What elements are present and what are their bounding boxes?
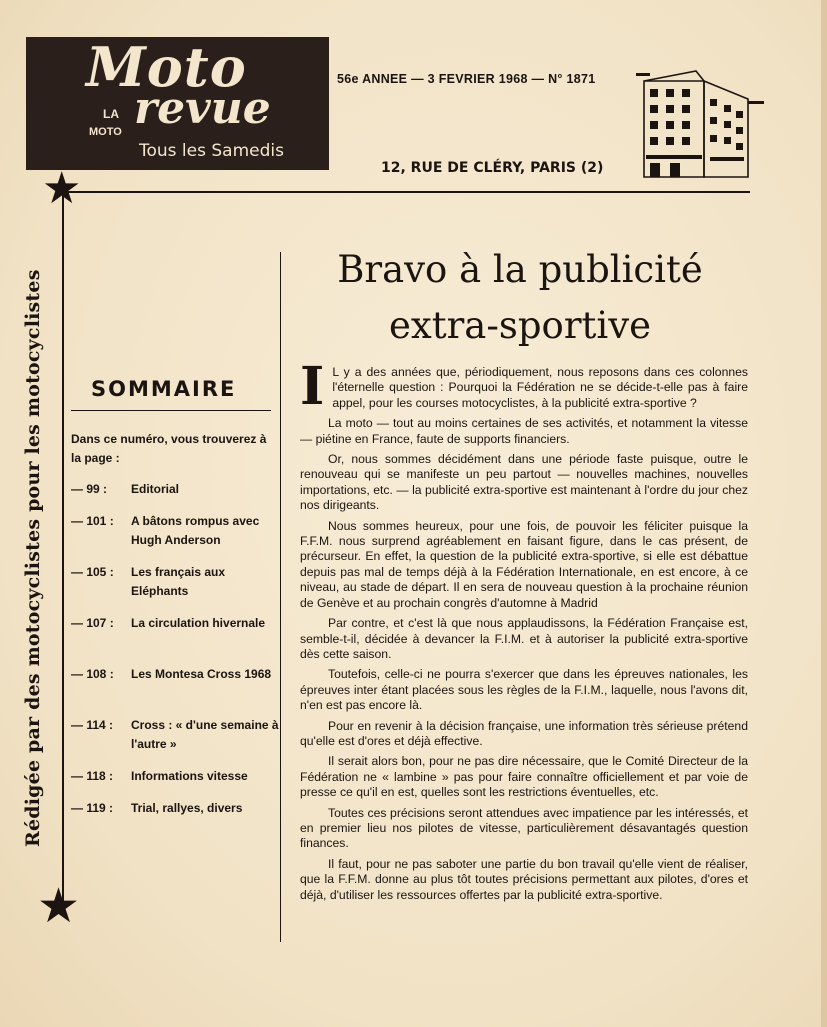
toc-page: — 114 : <box>71 718 114 732</box>
toc-item[interactable] <box>71 799 276 818</box>
margin-rule <box>62 191 64 909</box>
page-edge <box>821 0 827 1027</box>
toc-title: Les français aux Eléphants <box>131 565 226 598</box>
article-paragraph: La moto — tout au moins certaines de ses activités, et notamment la vitesse — piétine en France, faute de supports financiers. <box>300 416 748 446</box>
sommaire-rule <box>71 410 271 411</box>
toc-title: A bâtons rompus avec Hugh Anderson <box>131 514 260 547</box>
logo-la-text: LA <box>103 107 119 121</box>
toc-title: Cross : « d'une semaine à l'autre » <box>131 718 279 751</box>
star-icon: ★ <box>37 880 81 933</box>
header-rule <box>64 191 750 193</box>
sommaire-title: SOMMAIRE <box>91 377 237 401</box>
toc-title: Les Montesa Cross 1968 <box>131 667 272 681</box>
article-paragraph: Toutefois, celle-ci ne pourra s'exercer que dans les épreuves nationales, les épreuves inter étant placées sous les règles de la F.I.M., laquelle, nous l'avons dit, n'en est pas encore là. <box>300 667 748 713</box>
toc-item[interactable] <box>71 563 276 601</box>
issue-line: 56e ANNEE — 3 FEVRIER 1968 — N° 1871 <box>337 72 596 86</box>
sidebar-slogan: Rédigée par des motocyclistes pour les motocyclistes <box>22 269 44 847</box>
toc-title: La circulation hivernale <box>131 616 266 630</box>
table-of-contents <box>71 480 279 831</box>
toc-page: — 99 : <box>71 482 108 496</box>
address: 12, RUE DE CLÉRY, PARIS (2) <box>381 160 604 176</box>
drop-cap: I <box>300 356 325 417</box>
toc-page: — 107 : <box>71 616 114 630</box>
building-illustration <box>636 69 766 179</box>
toc-page: — 101 : <box>71 514 114 528</box>
article-paragraph <box>300 356 748 417</box>
article-paragraph: Il serait alors bon, pour ne pas dire nécessaire, que le Comité Directeur de la Fédération ne « lambine » pas pour faire connaître officiellement et par voie de presse ce qu'il en est, quelles sont les restrictions éventuelles, etc. <box>300 754 748 800</box>
toc-item[interactable] <box>71 614 276 652</box>
article-paragraph: Toutes ces précisions seront attendues avec impatience par les intéressés, et en premier lieu nos pilotes de vitesse, particulièrement désavantagés question finances. <box>300 805 748 851</box>
article-paragraph: Il faut, pour ne pas saboter une partie du bon travail qu'elle vient de réaliser, que la F.F.M. donne au plus tôt toutes précisions permettant aux pilotes, d'ores et déjà, d'utiliser les ressources offertes par la publicité extra-sportive. <box>300 856 748 902</box>
paragraph-text: L y a des années que, périodiquement, nous reposons dans ces colonnes l'éternelle question : Pourquoi la Fédération ne se décide-t-elle pas à faire appel, pour les courses motocyclistes, à la publicité extra-sportive ? <box>332 365 748 410</box>
logo-moto-text: Moto <box>86 35 247 99</box>
toc-item[interactable] <box>71 480 276 499</box>
headline-line-2: extra-sportive <box>388 304 652 347</box>
headline-line-1: Bravo à la publicité <box>337 248 703 291</box>
masthead-logo <box>26 37 329 170</box>
article-paragraph: Or, nous sommes décidément dans une période faste puisque, outre le renouveau qui se manifeste un peu partout — nouvelles machines, nouvelles importations, etc. — la publicité extra-sportive est maintenant à l'ordre du jour chez nos dirigeants. <box>300 452 748 513</box>
star-icon: ★ <box>42 164 82 213</box>
logo-revue-text: revue <box>134 83 271 134</box>
logo-tagline: Tous les Samedis <box>139 141 284 161</box>
logo-moto-small-text: MOTO <box>89 126 122 138</box>
article-paragraph: Par contre, et c'est là que nous applaudissons, la Fédération Française est, semble-t-il, décidée à devancer la F.I.M. et à autoriser la publicité extra-sportive dès cette saison. <box>300 616 748 661</box>
article-headline <box>300 242 740 354</box>
article-paragraph: Pour en revenir à la décision française, une information très sérieuse prétend qu'elle est d'ores et déjà effective. <box>300 718 748 748</box>
toc-page: — 108 : <box>71 667 114 681</box>
toc-page: — 105 : <box>71 565 114 579</box>
article-paragraph: Nous sommes heureux, pour une fois, de pouvoir les féliciter puisque la F.F.M. nous surprend agréablement en faisant figure, dans le cas présent, de précurseur. En effet, la question de la publicité extra-sportive, si elle est débattue depuis pas mal de temps déjà à la Fédération Internationale, en est encore, à ce niveau, au stade de départ. Il en sera de nouveau question à la prochaine réunion de Genève et au prochain congrès d'automne à Madrid <box>300 518 748 610</box>
toc-page: — 118 : <box>71 769 114 783</box>
toc-item[interactable] <box>71 767 276 786</box>
toc-item[interactable] <box>71 716 279 754</box>
toc-item[interactable] <box>71 665 276 703</box>
column-rule <box>280 252 281 942</box>
sommaire-intro: Dans ce numéro, vous trouverez à la page : <box>71 432 267 465</box>
toc-title: Editorial <box>131 482 180 496</box>
toc-page: — 119 : <box>71 801 114 815</box>
toc-item[interactable] <box>71 512 276 550</box>
toc-title: Informations vitesse <box>131 769 248 783</box>
toc-title: Trial, rallyes, divers <box>131 801 243 815</box>
article-body <box>300 356 748 908</box>
